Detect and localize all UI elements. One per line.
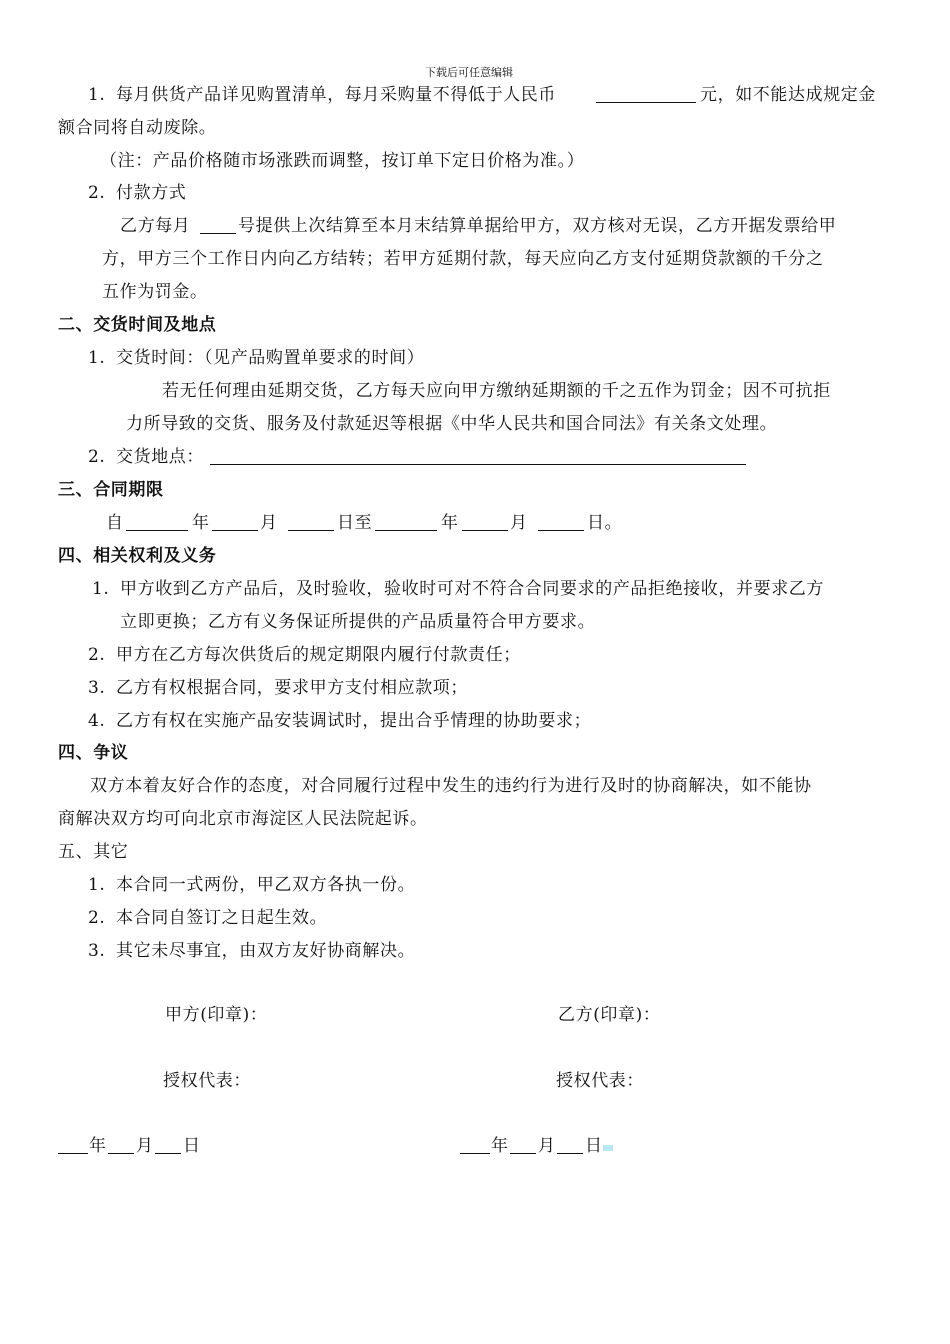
clause-text: 商解决双方均可向北京市海淀区人民法院起诉。 [58, 809, 428, 829]
party-b-representative-label: 授权代表： [556, 1071, 644, 1091]
term-text: 年 [441, 513, 459, 533]
clause-text: 甲方收到乙方产品后，及时验收，验收时可对不符合合同要求的产品拒绝接收，并要求乙方 [120, 579, 824, 599]
text-cursor-mark [603, 1145, 613, 1151]
term-text: 日。 [587, 513, 623, 533]
item-number: 2. [88, 908, 106, 928]
clause-text: 若无任何理由延期交货，乙方每天应向甲方缴纳延期额的千之五作为罚金；因不可抗拒 [162, 381, 831, 401]
date-unit: 年 [89, 1136, 107, 1156]
delivery-address-blank[interactable] [210, 464, 746, 465]
clause-text: 乙方有权根据合同，要求甲方支付相应款项； [116, 678, 468, 698]
clause-text: 交货地点： [116, 447, 204, 467]
amount-blank[interactable] [596, 102, 696, 103]
end-year-blank[interactable] [375, 530, 437, 531]
item-number: 4. [88, 711, 106, 731]
item-number: 3. [88, 941, 106, 961]
sign-year-blank-a[interactable] [58, 1153, 88, 1154]
clause-text: 本合同一式两份，甲乙双方各执一份。 [116, 875, 416, 895]
date-unit: 年 [491, 1136, 509, 1156]
section-heading: 五、其它 [58, 842, 129, 862]
term-text: 年 [192, 513, 210, 533]
term-text: 月 [260, 513, 278, 533]
item-number: 2. [88, 183, 106, 203]
item-number: 1. [88, 875, 106, 895]
clause-text: 其它未尽事宜，由双方友好协商解决。 [116, 941, 416, 961]
clause-text: 立即更换；乙方有义务保证所提供的产品质量符合甲方要求。 [120, 612, 596, 632]
sign-year-blank-b[interactable] [460, 1153, 490, 1154]
clause-text: 本合同自签订之日起生效。 [116, 908, 328, 928]
sign-day-blank-a[interactable] [155, 1153, 181, 1154]
end-day-blank[interactable] [538, 530, 584, 531]
clause-text: 力所导致的交货、服务及付款延迟等根据《中华人民共和国合同法》有关条文处理。 [126, 414, 778, 434]
date-unit: 月 [538, 1136, 556, 1156]
item-title: 付款方式 [116, 183, 187, 203]
date-unit: 日 [183, 1136, 201, 1156]
start-month-blank[interactable] [212, 530, 258, 531]
item-number: 2. [88, 447, 106, 467]
clause-text: 号提供上次结算至本月末结算单据给甲方，双方核对无误，乙方开据发票给甲 [238, 216, 837, 236]
clause-text: 乙方有权在实施产品安装调试时，提出合乎情理的协助要求； [116, 711, 592, 731]
term-text: 日至 [337, 513, 373, 533]
start-year-blank[interactable] [126, 530, 188, 531]
clause-text: 每月供货产品详见购置清单，每月采购量不得低于人民币 [116, 85, 556, 105]
clause-text: 方，甲方三个工作日内向乙方结转；若甲方延期付款，每天应向乙方支付延期贷款额的千分之 [102, 249, 824, 269]
item-number: 3. [88, 678, 106, 698]
term-text: 月 [510, 513, 528, 533]
term-text: 自 [106, 513, 124, 533]
sign-month-blank-a[interactable] [108, 1153, 134, 1154]
clause-text: 乙方每月 [120, 216, 191, 236]
section-heading: 三、合同期限 [58, 480, 164, 500]
section-heading: 四、相关权利及义务 [58, 546, 217, 566]
day-blank[interactable] [200, 233, 236, 234]
sign-day-blank-b[interactable] [557, 1153, 583, 1154]
party-b-seal-label: 乙方(印章)： [558, 1005, 661, 1025]
header-note: 下载后可任意编辑 [425, 66, 513, 79]
date-unit: 月 [136, 1136, 154, 1156]
section-heading: 四、争议 [58, 743, 129, 763]
end-month-blank[interactable] [462, 530, 508, 531]
item-number: 1. [92, 579, 110, 599]
clause-text: 甲方在乙方每次供货后的规定期限内履行付款责任； [116, 645, 521, 665]
item-number: 2. [88, 645, 106, 665]
section-heading: 二、交货时间及地点 [58, 315, 217, 335]
clause-text: 交货时间：（见产品购置单要求的时间） [116, 348, 425, 368]
sign-month-blank-b[interactable] [510, 1153, 536, 1154]
clause-text: 元，如不能达成规定金 [700, 85, 876, 105]
party-a-representative-label: 授权代表： [163, 1071, 251, 1091]
price-note: （注：产品价格随市场涨跌而调整，按订单下定日价格为准。） [100, 151, 585, 171]
item-number: 1. [88, 85, 106, 105]
party-a-seal-label: 甲方(印章)： [165, 1005, 268, 1025]
start-day-blank[interactable] [288, 530, 334, 531]
clause-text: 双方本着友好合作的态度，对合同履行过程中发生的违约行为进行及时的协商解决，如不能协 [90, 776, 812, 796]
item-number: 1. [88, 348, 106, 368]
date-unit: 日 [585, 1136, 603, 1156]
clause-text: 额合同将自动废除。 [58, 118, 217, 138]
clause-text: 五作为罚金。 [102, 282, 208, 302]
